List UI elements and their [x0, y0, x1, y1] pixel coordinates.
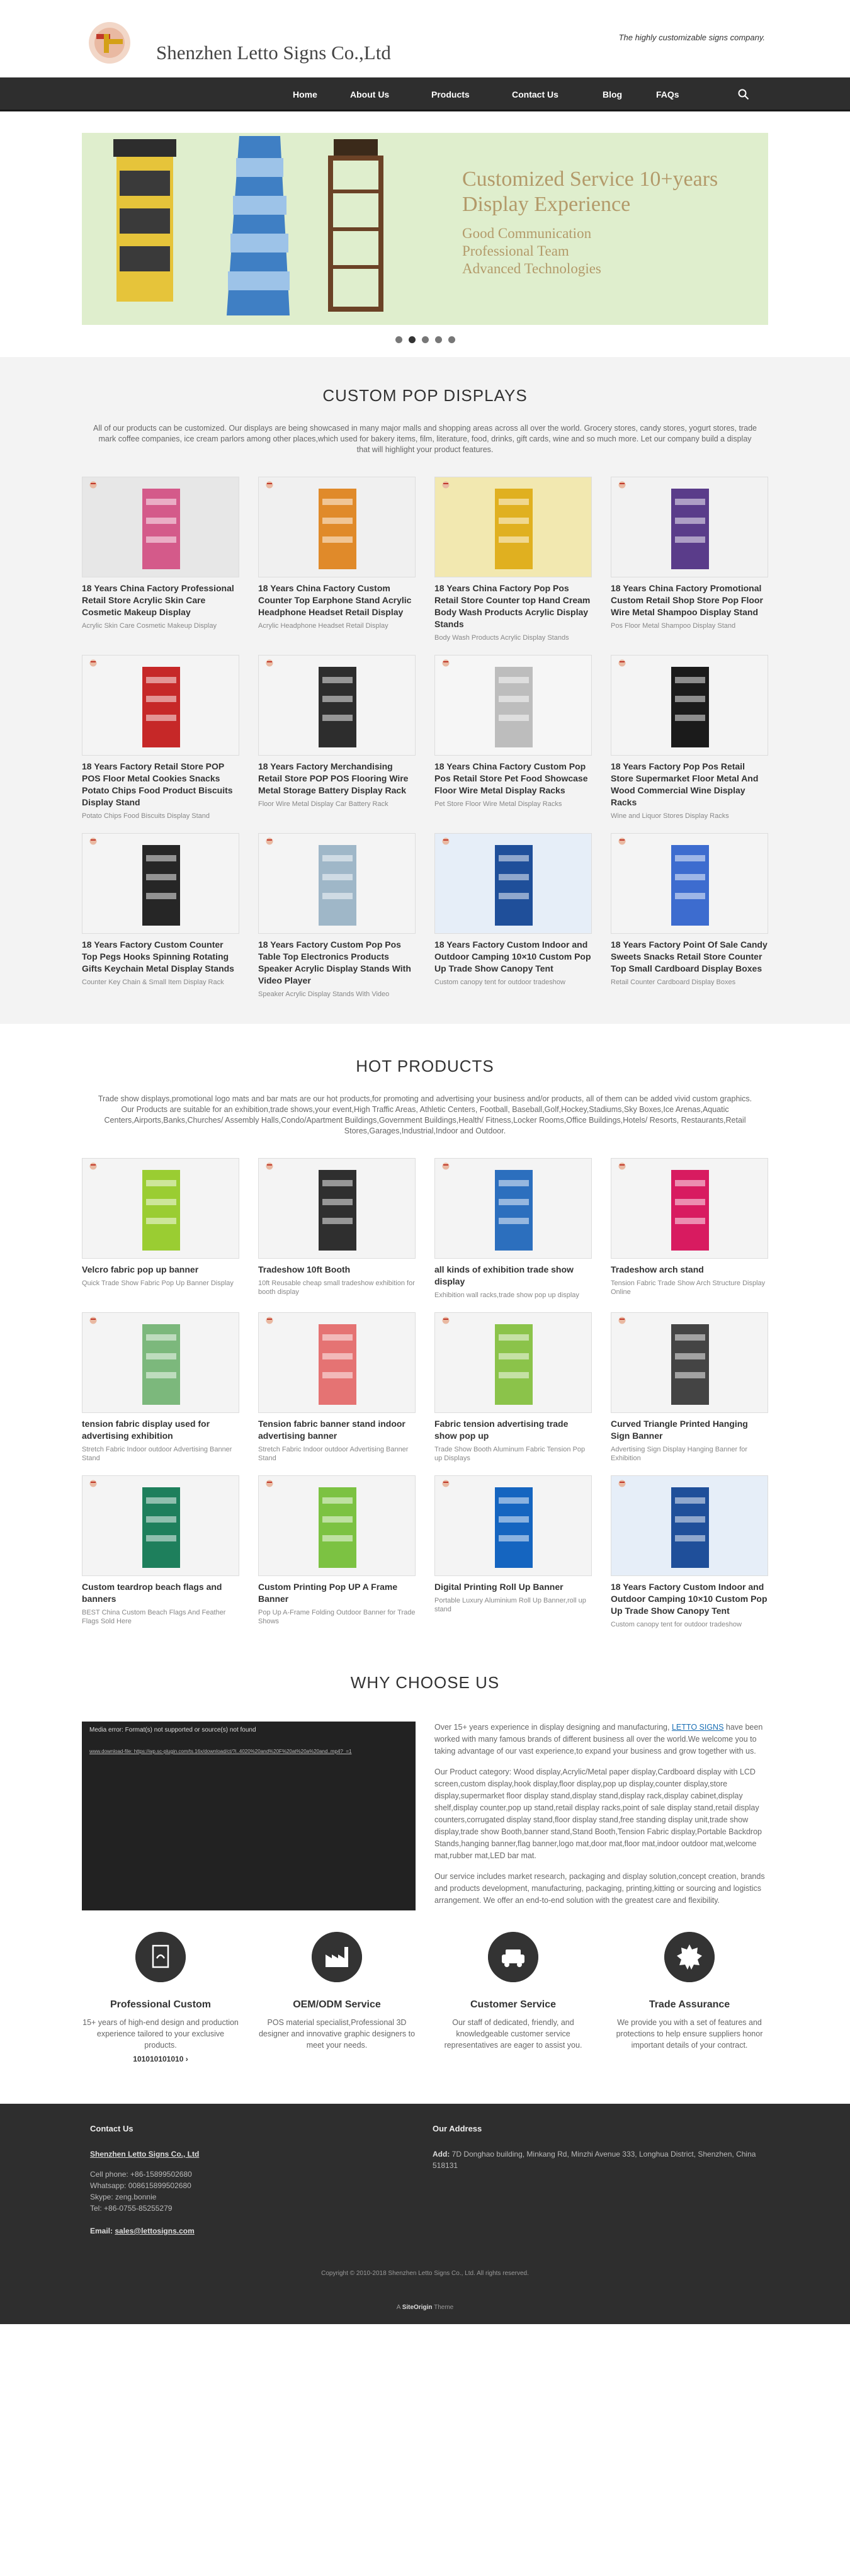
brand-logo-icon: [264, 1317, 275, 1324]
product-card[interactable]: [258, 1475, 416, 1629]
product-card[interactable]: [434, 833, 592, 999]
footer-email-row: Email: sales@lettosigns.com: [90, 2227, 195, 2235]
feature-title: Trade Assurance: [649, 1999, 730, 2010]
section-title: CUSTOM POP DISPLAYS: [322, 386, 528, 405]
badge-icon: [664, 1932, 715, 1982]
product-photo-icon: [611, 1313, 768, 1413]
product-image[interactable]: [258, 1475, 416, 1576]
product-title[interactable]: 18 Years Factory Merchandising Retail Store POP POS Flooring Wire Metal Storage Battery Display Rack: [258, 761, 409, 795]
product-subtitle: Acrylic Skin Care Cosmetic Makeup Display: [82, 622, 217, 630]
product-title[interactable]: Custom Printing Pop UP A Frame Banner: [258, 1582, 398, 1604]
slider-dot-active[interactable]: [409, 336, 416, 343]
feature-title: OEM/ODM Service: [293, 1999, 381, 2010]
product-title[interactable]: 18 Years Factory Retail Store POP POS Floor Metal Cookies Snacks Potato Chips Food Product Biscuits Display Stand: [82, 761, 233, 807]
product-title[interactable]: 18 Years Factory Point Of Sale Candy Sweets Snacks Retail Store Counter Top Small Cardboard Display Boxes: [611, 939, 768, 973]
footer-whatsapp: Whatsapp: 008615899502680: [90, 2181, 191, 2190]
brand-logo-icon: [616, 481, 628, 489]
product-card[interactable]: [611, 477, 768, 642]
product-card[interactable]: [258, 833, 416, 999]
footer-heading: Contact Us: [90, 2124, 133, 2133]
product-card[interactable]: [434, 477, 592, 642]
slider-dot[interactable]: [422, 336, 429, 343]
product-card[interactable]: [611, 1312, 768, 1463]
video-download-link[interactable]: www.download-file: https://wp.sc-plugin.com/ts.16x/download/ct/?i..4020%20and%20F%20at%20a%20and..mp4?_=1: [89, 1749, 352, 1754]
brand-logo-icon: [440, 659, 451, 667]
brand-logo-icon: [440, 1162, 451, 1170]
section-intro: Trade show displays,promotional logo mats and bar mats are our hot products,for promoting and advertising your business and/or products, all of them can be added vivid custom graphics. Our Products are suitable for an exhibition,trade shows,your event,High Traffic Areas, Athletic Centers, Football, Baseball,Golf,Hockey,Stadiums,Sky Boxes,Ice Arenas,Aquatic Centers,Airports,Banks,Churches/ Assembly Halls,Condo/Apartment Buildings,Government Buildings,Health/ Fitness,Locker Rooms,Office Buildings,Hotels/ Resorts, Restaurants,Retail Stores,Garages,Industrial,Indoor and Outdoor.: [98, 1094, 752, 1135]
section-intro: All of our products can be customized. Our displays are being showcased in many major malls and shopping areas across all over the world. Grocery stores, candy stores, yogurt stores, trade mark coffee companies, ice cream parlors among other places,which used for bakery items, film, literature, food, drinks, gift cards, wine and so much more. Let our company build a display that will highlight your product features.: [93, 424, 757, 454]
theme-credit: A SiteOrigin Theme: [396, 2304, 454, 2311]
product-photo-icon: [435, 1159, 592, 1259]
brand-logo-icon: [264, 659, 275, 667]
product-title[interactable]: tension fabric display used for advertising exhibition: [82, 1419, 210, 1441]
product-image[interactable]: [258, 1158, 416, 1259]
footer-tel: Tel: +86-0755-85255279: [90, 2204, 173, 2213]
product-grid: [82, 1158, 768, 1629]
product-photo-icon: [435, 834, 592, 934]
factory-icon: [312, 1932, 362, 1982]
feature-oem-odm: [258, 1932, 416, 2063]
brand-logo-icon: [264, 481, 275, 489]
tagline: The highly customizable signs company.: [618, 33, 765, 42]
product-subtitle: Wine and Liquor Stores Display Racks: [611, 812, 729, 820]
feature-trade-assurance: [611, 1932, 768, 2063]
slider-dot[interactable]: [435, 336, 442, 343]
copyright: Copyright © 2010-2018 Shenzhen Letto Signs Co., Ltd. All rights reserved.: [321, 2270, 529, 2277]
product-title[interactable]: Digital Printing Roll Up Banner: [434, 1582, 564, 1592]
product-title[interactable]: Tradeshow 10ft Booth: [258, 1264, 351, 1274]
product-subtitle: Custom canopy tent for outdoor tradeshow: [611, 1621, 742, 1628]
product-subtitle: Body Wash Products Acrylic Display Stands: [434, 634, 569, 642]
product-photo-icon: [82, 477, 239, 577]
brand-logo-icon: [616, 659, 628, 667]
product-card[interactable]: [82, 1475, 239, 1629]
product-title[interactable]: 18 Years China Factory Promotional Custom Retail Shop Store Pop Floor Wire Metal Shampoo Display Stand: [611, 583, 763, 617]
product-subtitle: Pos Floor Metal Shampoo Display Stand: [611, 622, 736, 630]
product-photo-icon: [611, 1476, 768, 1576]
product-subtitle: Portable Luxury Aluminium Roll Up Banner,roll up stand: [434, 1597, 586, 1613]
product-image[interactable]: [82, 655, 239, 756]
product-card[interactable]: [82, 1158, 239, 1300]
product-photo-icon: [611, 477, 768, 577]
product-photo-icon: [259, 1476, 416, 1576]
banner-headline: Customized Service 10+years Display Experience: [462, 167, 718, 216]
feature-desc: Our staff of dedicated, friendly, and knowledgeable customer service representatives are eager to assist you.: [444, 2018, 582, 2050]
why-choose-us-section: [0, 1648, 850, 2063]
product-image[interactable]: [258, 1312, 416, 1413]
product-photo-icon: [435, 655, 592, 756]
product-card[interactable]: [611, 655, 768, 820]
nav-faqs[interactable]: FAQs: [656, 89, 679, 99]
product-image[interactable]: [611, 1312, 768, 1413]
product-photo-icon: [611, 655, 768, 756]
product-image[interactable]: [611, 1475, 768, 1576]
product-card[interactable]: [611, 833, 768, 999]
product-card[interactable]: [258, 1158, 416, 1300]
product-card[interactable]: [82, 477, 239, 642]
nav-products[interactable]: Products: [431, 89, 470, 99]
product-photo-icon: [259, 655, 416, 756]
brand-logo-icon: [440, 837, 451, 845]
brand-logo-icon: [440, 1480, 451, 1487]
brand-logo-icon: [88, 837, 99, 845]
document-icon: [135, 1932, 186, 1982]
footer-skype: Skype: zeng.bonnie: [90, 2193, 157, 2201]
why-paragraph-2: Our Product category: Wood display,Acrylic/Metal paper display,Cardboard display with LCD screen,custom display,hook display,floor display,pop up display,counter display,store display,supermarket floor display stand,display stand,display rack,display cabinet,display shelf,display counter,pop up stand,retail display racks,point of sale display stand,retail display counters,corrugated display stand,floor display stand,free standing display unit,trade show display,trade show Booth,banner stand,Stand Booth,Tension Fabric display,Portable Backdrop Stands,hanging banner,flag banner,logo mat,door mat,floor mat,indoor outdoor mat,welcome mat,rubber mat,LED bar mat.: [434, 1767, 762, 1860]
product-photo-icon: [82, 655, 239, 756]
search-icon[interactable]: [738, 89, 749, 100]
product-subtitle: Potato Chips Food Biscuits Display Stand: [82, 812, 210, 820]
product-title[interactable]: 18 Years China Factory Professional Retail Store Acrylic Skin Care Cosmetic Makeup Display: [82, 583, 234, 617]
product-image[interactable]: [82, 1475, 239, 1576]
product-title[interactable]: 18 Years Factory Pop Pos Retail Store Supermarket Floor Metal And Wood Commercial Wine Display Racks: [611, 761, 759, 807]
product-photo-icon: [435, 477, 592, 577]
product-title[interactable]: Curved Triangle Printed Hanging Sign Banner: [611, 1419, 748, 1441]
product-card[interactable]: [434, 1312, 592, 1463]
slider-dots: [0, 336, 850, 343]
product-card[interactable]: [258, 1312, 416, 1463]
product-subtitle: Pop Up A-Frame Folding Outdoor Banner for Trade Shows: [258, 1609, 416, 1625]
product-title[interactable]: all kinds of exhibition trade show display: [434, 1264, 574, 1286]
product-subtitle: BEST China Custom Beach Flags And Feather Flags Sold Here: [82, 1609, 226, 1625]
product-title[interactable]: 18 Years China Factory Custom Counter Top Earphone Stand Acrylic Headphone Headset Retail Display: [258, 583, 412, 617]
product-card[interactable]: [258, 477, 416, 642]
letto-signs-link[interactable]: LETTO SIGNS: [671, 1723, 724, 1732]
main-navigation: [0, 77, 850, 111]
banner-display-stands-image: [82, 133, 434, 325]
car-icon: [488, 1932, 538, 1982]
company-name[interactable]: Shenzhen Letto Signs Co.,Ltd: [156, 42, 391, 64]
product-photo-icon: [611, 1159, 768, 1259]
product-image[interactable]: [434, 1158, 592, 1259]
company-logo[interactable]: [85, 20, 134, 65]
footer-address-text: Add: 7D Donghao building, Minkang Rd, Minzhi Avenue 333, Longhua District, Shenzhen, China 518131: [433, 2150, 756, 2170]
product-title[interactable]: Velcro fabric pop up banner: [82, 1264, 199, 1274]
product-image[interactable]: [434, 833, 592, 934]
site-footer: [0, 2104, 850, 2324]
hot-products-section: [0, 1024, 850, 1648]
brand-logo-icon: [616, 837, 628, 845]
brand-logo-icon: [616, 1317, 628, 1324]
product-card[interactable]: [82, 833, 239, 999]
product-subtitle: Pet Store Floor Wire Metal Display Racks: [434, 800, 562, 808]
product-title[interactable]: Tension fabric banner stand indoor advertising banner: [258, 1419, 405, 1441]
feature-desc: We provide you with a set of features and protections to help ensure suppliers honor important details of your contract.: [616, 2018, 763, 2050]
product-card[interactable]: [434, 1475, 592, 1629]
product-photo-icon: [435, 1476, 592, 1576]
brand-logo-icon: [440, 481, 451, 489]
product-image[interactable]: [258, 477, 416, 577]
product-subtitle: Counter Key Chain & Small Item Display Rack: [82, 979, 224, 986]
product-subtitle: Speaker Acrylic Display Stands With Video: [258, 990, 390, 998]
feature-desc: 15+ years of high-end design and production experience tailored to your exclusive products.: [82, 2018, 239, 2050]
feature-desc: POS material specialist,Professional 3D designer and innovative graphic designers to meet your needs.: [258, 2018, 416, 2050]
product-image[interactable]: [611, 1158, 768, 1259]
nav-home[interactable]: Home: [293, 89, 317, 99]
product-image[interactable]: [611, 477, 768, 577]
product-image[interactable]: [258, 655, 416, 756]
product-title[interactable]: Tradeshow arch stand: [611, 1264, 704, 1274]
feature-customer-service: [434, 1932, 592, 2063]
product-photo-icon: [82, 1476, 239, 1576]
product-photo-icon: [611, 834, 768, 934]
product-image[interactable]: [434, 1312, 592, 1413]
feature-title: Professional Custom: [110, 1999, 212, 2010]
product-title[interactable]: 18 Years China Factory Custom Pop Pos Retail Store Pet Food Showcase Floor Wire Metal Display Racks: [434, 761, 588, 795]
brand-logo-icon: [264, 1162, 275, 1170]
brand-logo-icon: [264, 837, 275, 845]
product-image[interactable]: [434, 477, 592, 577]
brand-logo-icon: [88, 1162, 99, 1170]
product-title[interactable]: 18 Years China Factory Pop Pos Retail Store Counter top Hand Cream Body Wash Products Acrylic Display Stands: [434, 583, 591, 629]
product-subtitle: Custom canopy tent for outdoor tradeshow: [434, 979, 565, 986]
product-image[interactable]: [82, 1158, 239, 1259]
brand-logo-icon: [616, 1480, 628, 1487]
footer-email-link[interactable]: sales@lettosigns.com: [115, 2227, 195, 2235]
brand-logo-icon: [616, 1162, 628, 1170]
product-photo-icon: [259, 477, 416, 577]
video-error-text: Media error: Format(s) not supported or source(s) not found: [89, 1727, 256, 1733]
product-grid: [82, 477, 768, 999]
brand-logo-icon: [88, 481, 99, 489]
footer-company-link[interactable]: Shenzhen Letto Signs Co., Ltd: [90, 2150, 200, 2159]
product-image[interactable]: [82, 477, 239, 577]
brand-logo-icon: [88, 1317, 99, 1324]
product-image[interactable]: [82, 1312, 239, 1413]
product-title[interactable]: Custom teardrop beach flags and banners: [82, 1582, 222, 1604]
feature-more-link[interactable]: 101010101010 ›: [133, 2055, 188, 2063]
slider-dot[interactable]: [448, 336, 455, 343]
product-subtitle: Exhibition wall racks,trade show pop up display: [434, 1291, 579, 1299]
product-image[interactable]: [434, 1475, 592, 1576]
brand-logo-icon: [440, 1317, 451, 1324]
product-subtitle: Advertising Sign Display Hanging Banner for Exhibition: [611, 1446, 748, 1462]
product-image[interactable]: [258, 833, 416, 934]
section-title: WHY CHOOSE US: [350, 1673, 500, 1692]
product-title[interactable]: 18 Years Factory Custom Counter Top Pegs Hooks Spinning Rotating Gifts Keychain Metal Display Stands: [82, 939, 234, 973]
product-photo-icon: [259, 1159, 416, 1259]
product-image[interactable]: [82, 833, 239, 934]
product-photo-icon: [259, 1313, 416, 1413]
hero-slider[interactable]: [82, 133, 768, 325]
product-image[interactable]: [434, 655, 592, 756]
siteorigin-link[interactable]: SiteOrigin: [402, 2304, 433, 2311]
nav-blog[interactable]: Blog: [603, 89, 623, 99]
footer-heading: Our Address: [433, 2124, 482, 2133]
product-subtitle: Floor Wire Metal Display Car Battery Rack: [258, 800, 388, 808]
brand-logo-icon: [88, 659, 99, 667]
nav-about[interactable]: About Us: [350, 89, 390, 99]
product-photo-icon: [435, 1313, 592, 1413]
product-card[interactable]: [611, 1158, 768, 1300]
product-photo-icon: [259, 834, 416, 934]
product-title[interactable]: 18 Years Factory Custom Indoor and Outdoor Camping 10×10 Custom Pop Up Trade Show Canopy Tent: [434, 939, 591, 973]
product-image[interactable]: [611, 833, 768, 934]
nav-contact[interactable]: Contact Us: [512, 89, 558, 99]
feature-professional-custom: [82, 1932, 239, 2063]
slider-dot[interactable]: [395, 336, 402, 343]
product-photo-icon: [82, 1313, 239, 1413]
feature-title: Customer Service: [470, 1999, 557, 2010]
product-subtitle: Trade Show Booth Aluminum Fabric Tension Pop up Displays: [434, 1446, 586, 1462]
why-paragraph-1: Over 15+ years experience in display designing and manufacturing, LETTO SIGNS have been worked with many famous brands of different business all over the world.We welcome you to taking advantage of our vast experience,to expand your business and grow together with us.: [434, 1723, 763, 1756]
why-paragraph-3: Our service includes market research, packaging and display solution,concept creation, brands and products development, manufacturing, packaging, printing,kitting or sourcing and logistics arrangement. We offer an end-to-end solution with the greatest care and flexibility.: [434, 1872, 765, 1905]
product-photo-icon: [82, 1159, 239, 1259]
product-card[interactable]: [258, 655, 416, 820]
section-title: HOT PRODUCTS: [356, 1057, 494, 1075]
product-subtitle: 10ft Reusable cheap small tradeshow exhibition for booth display: [258, 1279, 415, 1296]
product-photo-icon: [82, 834, 239, 934]
product-card[interactable]: [611, 1475, 768, 1629]
product-subtitle: Acrylic Headphone Headset Retail Display: [258, 622, 388, 630]
product-title[interactable]: 18 Years Factory Custom Indoor and Outdoor Camping 10×10 Custom Pop Up Trade Show Canopy Tent: [611, 1582, 768, 1616]
video-player[interactable]: [82, 1722, 416, 1910]
product-subtitle: Stretch Fabric Indoor outdoor Advertising Banner Stand: [82, 1446, 232, 1462]
product-title[interactable]: Fabric tension advertising trade show pop up: [434, 1419, 569, 1441]
footer-phone: Cell phone: +86-15899502680: [90, 2170, 192, 2179]
brand-logo-icon: [88, 1480, 99, 1487]
product-subtitle: Stretch Fabric Indoor outdoor Advertising Banner Stand: [258, 1446, 409, 1462]
product-card[interactable]: [82, 655, 239, 820]
banner-subheadline: Good Communication Professional Team Advanced Technologies: [462, 225, 601, 276]
footer-address: [433, 2124, 760, 2171]
product-subtitle: Retail Counter Cardboard Display Boxes: [611, 979, 736, 986]
product-subtitle: Quick Trade Show Fabric Pop Up Banner Display: [82, 1279, 234, 1287]
product-card[interactable]: [434, 655, 592, 820]
features-row: [82, 1932, 768, 2063]
brand-logo-icon: [264, 1480, 275, 1487]
why-text: [434, 1722, 768, 1915]
product-card[interactable]: [434, 1158, 592, 1300]
product-image[interactable]: [611, 655, 768, 756]
site-header: [0, 0, 850, 77]
product-title[interactable]: 18 Years Factory Custom Pop Pos Table Top Electronics Products Speaker Acrylic Display Stands With Video Player: [258, 939, 411, 985]
footer-contact: [90, 2124, 405, 2237]
product-subtitle: Tension Fabric Trade Show Arch Structure Display Online: [611, 1279, 766, 1296]
custom-pop-displays-section: [0, 357, 850, 1024]
product-card[interactable]: [82, 1312, 239, 1463]
